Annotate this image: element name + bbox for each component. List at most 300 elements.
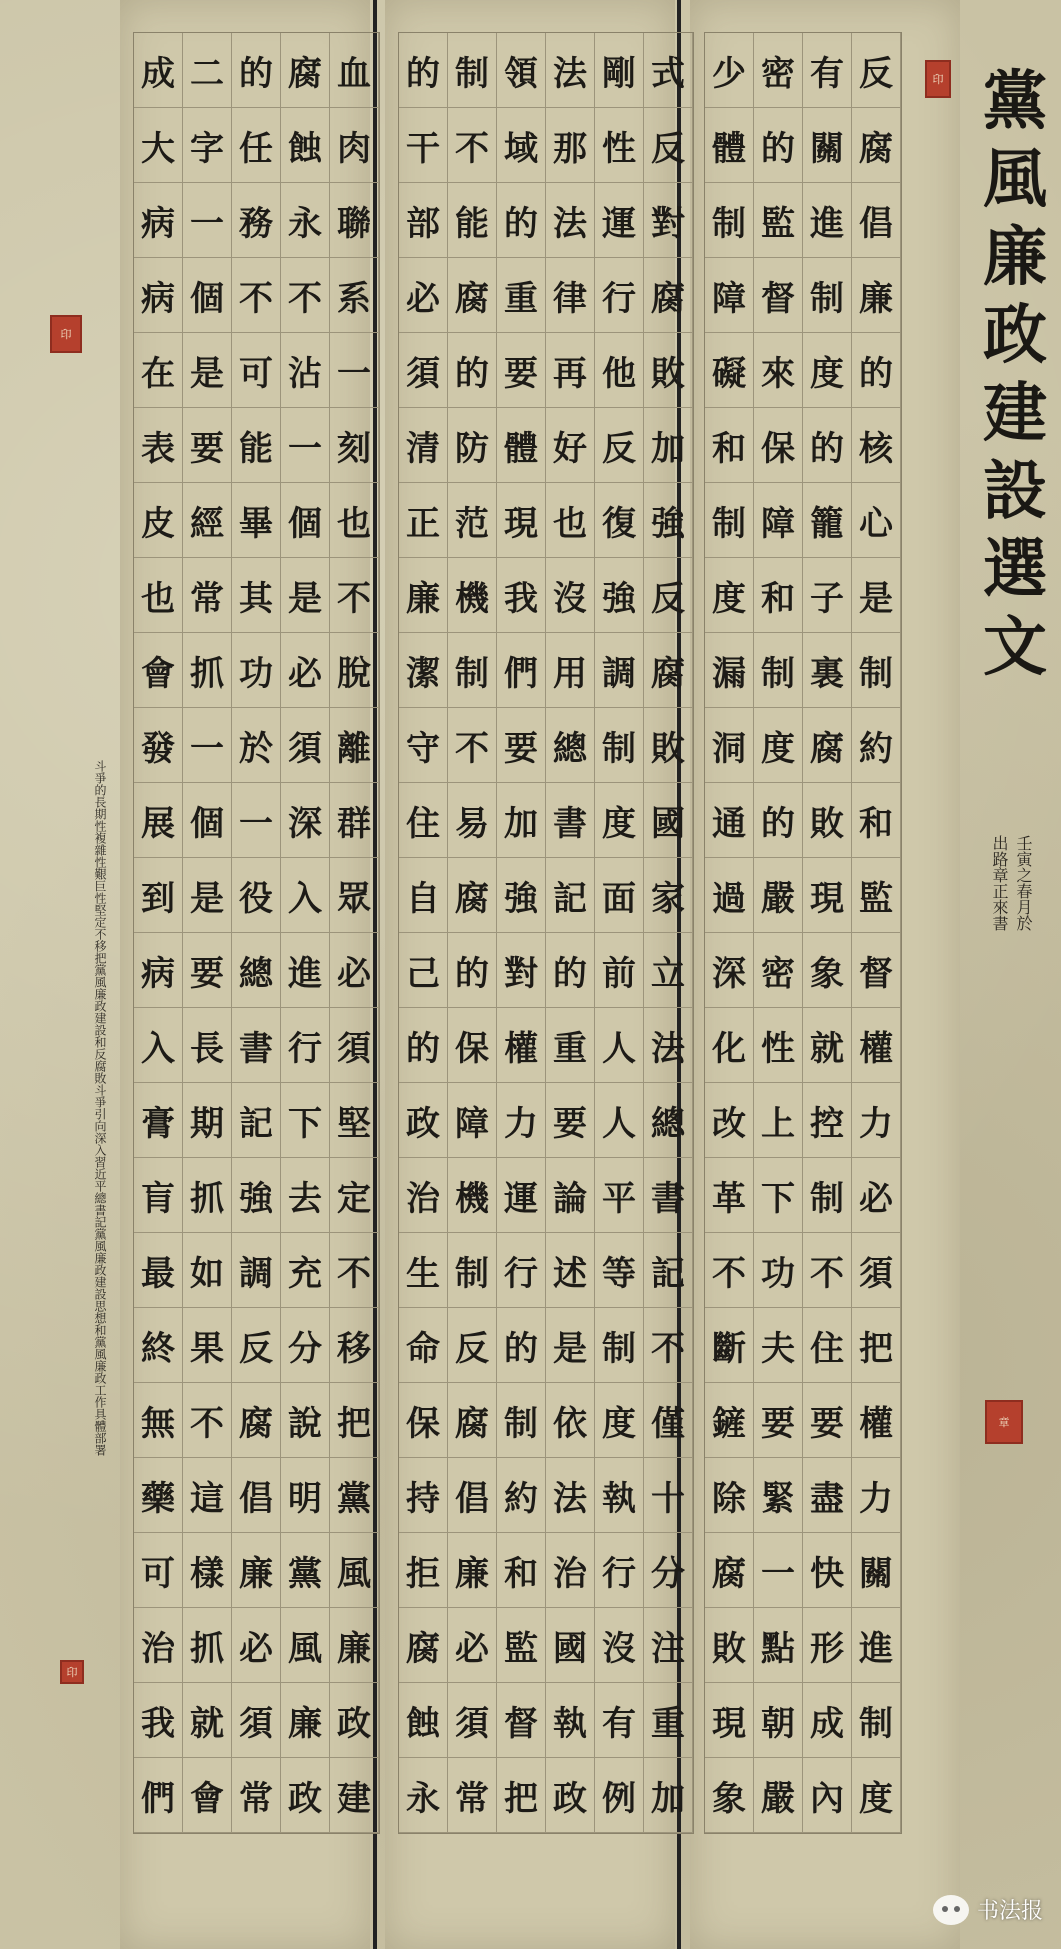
text-cell: 執 xyxy=(546,1683,595,1758)
text-cell: 建 xyxy=(330,1758,379,1833)
text-cell: 核 xyxy=(852,408,901,483)
text-cell: 畢 xyxy=(232,483,281,558)
text-cell: 政 xyxy=(399,1083,448,1158)
text-cell: 重 xyxy=(497,258,546,333)
text-cell: 部 xyxy=(399,183,448,258)
text-cell: 血 xyxy=(330,33,379,108)
text-cell: 改 xyxy=(705,1083,754,1158)
text-cell: 監 xyxy=(497,1608,546,1683)
text-cell: 倡 xyxy=(852,183,901,258)
text-cell: 權 xyxy=(852,1008,901,1083)
text-cell: 倡 xyxy=(232,1458,281,1533)
text-cell: 盡 xyxy=(803,1458,852,1533)
text-cell: 機 xyxy=(448,1158,497,1233)
text-cell: 度 xyxy=(595,783,644,858)
text-cell: 群 xyxy=(330,783,379,858)
text-cell: 常 xyxy=(448,1758,497,1833)
text-cell: 制 xyxy=(448,33,497,108)
text-cell: 現 xyxy=(803,858,852,933)
text-cell: 和 xyxy=(497,1533,546,1608)
text-cell: 制 xyxy=(595,1308,644,1383)
text-cell: 可 xyxy=(134,1533,183,1608)
text-cell: 子 xyxy=(803,558,852,633)
text-cell: 內 xyxy=(803,1758,852,1833)
text-cell: 深 xyxy=(705,933,754,1008)
text-cell: 要 xyxy=(497,333,546,408)
text-cell: 行 xyxy=(595,1533,644,1608)
text-cell: 對 xyxy=(497,933,546,1008)
calligraphy-title xyxy=(980,64,1050,685)
text-cell: 下 xyxy=(281,1083,330,1158)
title-char: 選 xyxy=(983,532,1047,607)
text-cell: 督 xyxy=(754,258,803,333)
text-cell: 脫 xyxy=(330,633,379,708)
text-cell: 體 xyxy=(497,408,546,483)
text-cell: 有 xyxy=(595,1683,644,1758)
text-cell: 必 xyxy=(330,933,379,1008)
text-cell: 明 xyxy=(281,1458,330,1533)
text-cell: 會 xyxy=(183,1758,232,1833)
title-char: 黨 xyxy=(983,64,1047,139)
text-cell: 家 xyxy=(644,858,693,933)
text-cell: 嚴 xyxy=(754,858,803,933)
text-cell: 現 xyxy=(497,483,546,558)
text-cell: 正 xyxy=(399,483,448,558)
text-cell: 督 xyxy=(852,933,901,1008)
text-cell: 腐 xyxy=(644,258,693,333)
text-cell: 到 xyxy=(134,858,183,933)
text-cell: 的 xyxy=(803,408,852,483)
text-cell: 沒 xyxy=(546,558,595,633)
text-cell: 體 xyxy=(705,108,754,183)
text-cell: 期 xyxy=(183,1083,232,1158)
text-cell: 自 xyxy=(399,858,448,933)
text-cell: 書 xyxy=(546,783,595,858)
text-cell: 有 xyxy=(803,33,852,108)
text-cell: 進 xyxy=(803,183,852,258)
seal-stamp: 章 xyxy=(985,1400,1023,1444)
right-panel-text-grid xyxy=(704,32,902,1834)
text-cell: 等 xyxy=(595,1233,644,1308)
text-cell: 膏 xyxy=(134,1083,183,1158)
text-cell: 果 xyxy=(183,1308,232,1383)
text-cell: 少 xyxy=(705,33,754,108)
text-cell: 說 xyxy=(281,1383,330,1458)
text-cell: 腐 xyxy=(399,1608,448,1683)
text-cell: 成 xyxy=(803,1683,852,1758)
text-cell: 籠 xyxy=(803,483,852,558)
text-cell: 要 xyxy=(183,933,232,1008)
text-cell: 國 xyxy=(644,783,693,858)
text-cell: 的 xyxy=(399,33,448,108)
text-cell: 風 xyxy=(330,1533,379,1608)
text-cell: 立 xyxy=(644,933,693,1008)
text-cell: 強 xyxy=(232,1158,281,1233)
text-cell: 腐 xyxy=(448,258,497,333)
text-cell: 再 xyxy=(546,333,595,408)
text-cell: 蝕 xyxy=(281,108,330,183)
text-cell: 制 xyxy=(705,183,754,258)
text-cell: 倡 xyxy=(448,1458,497,1533)
text-cell: 腐 xyxy=(803,708,852,783)
text-cell: 一 xyxy=(232,783,281,858)
left-panel-text-grid xyxy=(133,32,380,1834)
text-cell: 力 xyxy=(852,1083,901,1158)
title-char: 風 xyxy=(983,142,1047,217)
text-cell: 嚴 xyxy=(754,1758,803,1833)
text-cell: 制 xyxy=(852,633,901,708)
text-cell: 病 xyxy=(134,258,183,333)
text-cell: 廉 xyxy=(852,258,901,333)
text-cell: 黨 xyxy=(281,1533,330,1608)
text-cell: 控 xyxy=(803,1083,852,1158)
text-cell: 反 xyxy=(644,558,693,633)
text-cell: 政 xyxy=(546,1758,595,1833)
text-cell: 必 xyxy=(448,1608,497,1683)
text-cell: 系 xyxy=(330,258,379,333)
text-cell: 度 xyxy=(754,708,803,783)
text-cell: 前 xyxy=(595,933,644,1008)
title-char: 政 xyxy=(983,298,1047,373)
text-cell: 行 xyxy=(595,258,644,333)
text-cell: 斷 xyxy=(705,1308,754,1383)
text-cell: 終 xyxy=(134,1308,183,1383)
text-cell: 不 xyxy=(644,1308,693,1383)
text-cell: 也 xyxy=(330,483,379,558)
text-cell: 廉 xyxy=(281,1683,330,1758)
text-cell: 督 xyxy=(497,1683,546,1758)
text-cell: 可 xyxy=(232,333,281,408)
text-cell: 能 xyxy=(448,183,497,258)
text-cell: 障 xyxy=(448,1083,497,1158)
text-cell: 敗 xyxy=(705,1608,754,1683)
text-cell: 離 xyxy=(330,708,379,783)
text-cell: 風 xyxy=(281,1608,330,1683)
text-cell: 反 xyxy=(448,1308,497,1383)
text-cell: 最 xyxy=(134,1233,183,1308)
text-cell: 機 xyxy=(448,558,497,633)
text-cell: 役 xyxy=(232,858,281,933)
text-cell: 權 xyxy=(497,1008,546,1083)
text-cell: 上 xyxy=(754,1083,803,1158)
text-cell: 腐 xyxy=(448,858,497,933)
text-cell: 約 xyxy=(852,708,901,783)
text-cell: 敗 xyxy=(644,708,693,783)
text-cell: 藥 xyxy=(134,1458,183,1533)
text-cell: 長 xyxy=(183,1008,232,1083)
text-cell: 要 xyxy=(803,1383,852,1458)
text-cell: 總 xyxy=(232,933,281,1008)
text-cell: 監 xyxy=(852,858,901,933)
text-cell: 不 xyxy=(330,558,379,633)
text-cell: 必 xyxy=(852,1158,901,1233)
text-cell: 制 xyxy=(754,633,803,708)
text-cell: 不 xyxy=(803,1233,852,1308)
text-cell: 病 xyxy=(134,183,183,258)
text-cell: 加 xyxy=(644,1758,693,1833)
text-cell: 性 xyxy=(754,1008,803,1083)
text-cell: 不 xyxy=(330,1233,379,1308)
text-cell: 密 xyxy=(754,933,803,1008)
text-cell: 抓 xyxy=(183,1158,232,1233)
text-cell: 現 xyxy=(705,1683,754,1758)
text-cell: 沒 xyxy=(595,1608,644,1683)
text-cell: 常 xyxy=(232,1758,281,1833)
text-cell: 這 xyxy=(183,1458,232,1533)
text-cell: 一 xyxy=(183,183,232,258)
text-cell: 性 xyxy=(595,108,644,183)
text-cell: 法 xyxy=(546,33,595,108)
text-cell: 須 xyxy=(232,1683,281,1758)
text-cell: 堅 xyxy=(330,1083,379,1158)
text-cell: 須 xyxy=(281,708,330,783)
text-cell: 域 xyxy=(497,108,546,183)
text-cell: 面 xyxy=(595,858,644,933)
text-cell: 須 xyxy=(852,1233,901,1308)
text-cell: 是 xyxy=(546,1308,595,1383)
text-cell: 定 xyxy=(330,1158,379,1233)
text-cell: 把 xyxy=(330,1383,379,1458)
text-cell: 約 xyxy=(497,1458,546,1533)
text-cell: 干 xyxy=(399,108,448,183)
text-cell: 也 xyxy=(546,483,595,558)
text-cell: 命 xyxy=(399,1308,448,1383)
seal-stamp: 印 xyxy=(925,60,951,98)
text-cell: 人 xyxy=(595,1083,644,1158)
text-cell: 僅 xyxy=(644,1383,693,1458)
text-cell: 記 xyxy=(546,858,595,933)
text-cell: 總 xyxy=(644,1083,693,1158)
text-cell: 經 xyxy=(183,483,232,558)
text-cell: 漏 xyxy=(705,633,754,708)
text-cell: 敗 xyxy=(644,333,693,408)
text-cell: 深 xyxy=(281,783,330,858)
text-cell: 肓 xyxy=(134,1158,183,1233)
text-cell: 點 xyxy=(754,1608,803,1683)
text-cell: 無 xyxy=(134,1383,183,1458)
text-cell: 的 xyxy=(232,33,281,108)
text-cell: 過 xyxy=(705,858,754,933)
text-cell: 廉 xyxy=(232,1533,281,1608)
text-cell: 沾 xyxy=(281,333,330,408)
text-cell: 表 xyxy=(134,408,183,483)
text-cell: 障 xyxy=(754,483,803,558)
text-cell: 法 xyxy=(644,1008,693,1083)
text-cell: 心 xyxy=(852,483,901,558)
text-cell: 發 xyxy=(134,708,183,783)
text-cell: 通 xyxy=(705,783,754,858)
text-cell: 我 xyxy=(134,1683,183,1758)
text-cell: 能 xyxy=(232,408,281,483)
text-cell: 成 xyxy=(134,33,183,108)
text-cell: 們 xyxy=(134,1758,183,1833)
text-cell: 制 xyxy=(595,708,644,783)
text-cell: 腐 xyxy=(644,633,693,708)
text-cell: 關 xyxy=(852,1533,901,1608)
text-cell: 國 xyxy=(546,1608,595,1683)
text-cell: 行 xyxy=(497,1233,546,1308)
text-cell: 樣 xyxy=(183,1533,232,1608)
text-cell: 裏 xyxy=(803,633,852,708)
text-cell: 化 xyxy=(705,1008,754,1083)
text-cell: 重 xyxy=(644,1683,693,1758)
text-cell: 是 xyxy=(281,558,330,633)
text-cell: 的 xyxy=(448,933,497,1008)
text-cell: 須 xyxy=(399,333,448,408)
text-cell: 腐 xyxy=(448,1383,497,1458)
text-cell: 書 xyxy=(232,1008,281,1083)
text-cell: 入 xyxy=(281,858,330,933)
text-cell: 十 xyxy=(644,1458,693,1533)
text-cell: 個 xyxy=(183,783,232,858)
text-cell: 不 xyxy=(183,1383,232,1458)
text-cell: 和 xyxy=(705,408,754,483)
text-cell: 二 xyxy=(183,33,232,108)
wechat-icon xyxy=(933,1895,969,1925)
text-cell: 持 xyxy=(399,1458,448,1533)
text-cell: 肉 xyxy=(330,108,379,183)
text-cell: 必 xyxy=(399,258,448,333)
text-cell: 入 xyxy=(134,1008,183,1083)
text-cell: 強 xyxy=(644,483,693,558)
text-cell: 於 xyxy=(232,708,281,783)
text-cell: 反 xyxy=(644,108,693,183)
text-cell: 加 xyxy=(644,408,693,483)
text-cell: 皮 xyxy=(134,483,183,558)
text-cell: 度 xyxy=(595,1383,644,1458)
text-cell: 去 xyxy=(281,1158,330,1233)
text-cell: 個 xyxy=(183,258,232,333)
text-cell: 政 xyxy=(281,1758,330,1833)
text-cell: 是 xyxy=(183,858,232,933)
text-cell: 己 xyxy=(399,933,448,1008)
text-cell: 鏟 xyxy=(705,1383,754,1458)
text-cell: 反 xyxy=(595,408,644,483)
text-cell: 和 xyxy=(754,558,803,633)
text-cell: 不 xyxy=(448,708,497,783)
text-cell: 一 xyxy=(754,1533,803,1608)
text-cell: 治 xyxy=(546,1533,595,1608)
text-cell: 就 xyxy=(803,1008,852,1083)
text-cell: 病 xyxy=(134,933,183,1008)
text-cell: 洞 xyxy=(705,708,754,783)
text-cell: 制 xyxy=(852,1683,901,1758)
text-cell: 把 xyxy=(497,1758,546,1833)
text-cell: 任 xyxy=(232,108,281,183)
text-cell: 除 xyxy=(705,1458,754,1533)
text-cell: 聯 xyxy=(330,183,379,258)
text-cell: 制 xyxy=(448,633,497,708)
text-cell: 一 xyxy=(330,333,379,408)
title-char: 文 xyxy=(983,610,1047,685)
text-cell: 會 xyxy=(134,633,183,708)
text-cell: 在 xyxy=(134,333,183,408)
text-cell: 快 xyxy=(803,1533,852,1608)
text-cell: 剛 xyxy=(595,33,644,108)
text-cell: 保 xyxy=(399,1383,448,1458)
text-cell: 廉 xyxy=(330,1608,379,1683)
text-cell: 論 xyxy=(546,1158,595,1233)
text-cell: 政 xyxy=(330,1683,379,1758)
text-cell: 我 xyxy=(497,558,546,633)
text-cell: 要 xyxy=(546,1083,595,1158)
text-cell: 要 xyxy=(754,1383,803,1458)
text-cell: 行 xyxy=(281,1008,330,1083)
text-cell: 礙 xyxy=(705,333,754,408)
seal-stamp: 印 xyxy=(50,315,82,353)
text-cell: 總 xyxy=(546,708,595,783)
text-cell: 他 xyxy=(595,333,644,408)
text-cell: 務 xyxy=(232,183,281,258)
artist-signature: 壬寅之春月於出路章正來書 xyxy=(990,835,1033,931)
text-cell: 不 xyxy=(232,258,281,333)
text-cell: 必 xyxy=(281,633,330,708)
postscript-inscription: 斗爭的長期性複雜性艱巨性堅定不移把黨風廉政建設和反腐敗斗爭引向深入習近平總書記黨風廉政建設思想和黨風廉政工作具體部署 xyxy=(93,760,107,1456)
text-cell: 監 xyxy=(754,183,803,258)
text-cell: 來 xyxy=(754,333,803,408)
text-cell: 永 xyxy=(399,1758,448,1833)
watermark xyxy=(933,1894,1043,1925)
text-cell: 抓 xyxy=(183,1608,232,1683)
text-cell: 住 xyxy=(399,783,448,858)
text-cell: 的 xyxy=(546,933,595,1008)
text-cell: 不 xyxy=(281,258,330,333)
text-cell: 進 xyxy=(281,933,330,1008)
text-cell: 腐 xyxy=(705,1533,754,1608)
text-cell: 強 xyxy=(497,858,546,933)
text-cell: 個 xyxy=(281,483,330,558)
title-char: 設 xyxy=(983,454,1047,529)
text-cell: 緊 xyxy=(754,1458,803,1533)
text-cell: 抓 xyxy=(183,633,232,708)
text-cell: 腐 xyxy=(232,1383,281,1458)
text-cell: 一 xyxy=(281,408,330,483)
text-cell: 障 xyxy=(705,258,754,333)
text-cell: 眾 xyxy=(330,858,379,933)
text-cell: 調 xyxy=(232,1233,281,1308)
text-cell: 治 xyxy=(399,1158,448,1233)
seal-stamp: 印 xyxy=(60,1660,84,1684)
middle-panel-text-grid xyxy=(398,32,694,1834)
text-cell: 治 xyxy=(134,1608,183,1683)
text-cell: 住 xyxy=(803,1308,852,1383)
text-cell: 記 xyxy=(232,1083,281,1158)
text-cell: 下 xyxy=(754,1158,803,1233)
text-cell: 力 xyxy=(852,1458,901,1533)
text-cell: 領 xyxy=(497,33,546,108)
text-cell: 運 xyxy=(497,1158,546,1233)
text-cell: 律 xyxy=(546,258,595,333)
text-cell: 永 xyxy=(281,183,330,258)
text-cell: 記 xyxy=(644,1233,693,1308)
text-cell: 須 xyxy=(330,1008,379,1083)
text-cell: 反 xyxy=(852,33,901,108)
text-cell: 的 xyxy=(754,783,803,858)
text-cell: 也 xyxy=(134,558,183,633)
text-cell: 其 xyxy=(232,558,281,633)
text-cell: 密 xyxy=(754,33,803,108)
text-cell: 移 xyxy=(330,1308,379,1383)
title-char: 建 xyxy=(983,376,1047,451)
text-cell: 展 xyxy=(134,783,183,858)
text-cell: 制 xyxy=(705,483,754,558)
text-cell: 權 xyxy=(852,1383,901,1458)
text-cell: 那 xyxy=(546,108,595,183)
title-char: 廉 xyxy=(983,220,1047,295)
text-cell: 守 xyxy=(399,708,448,783)
text-cell: 防 xyxy=(448,408,497,483)
text-cell: 的 xyxy=(399,1008,448,1083)
